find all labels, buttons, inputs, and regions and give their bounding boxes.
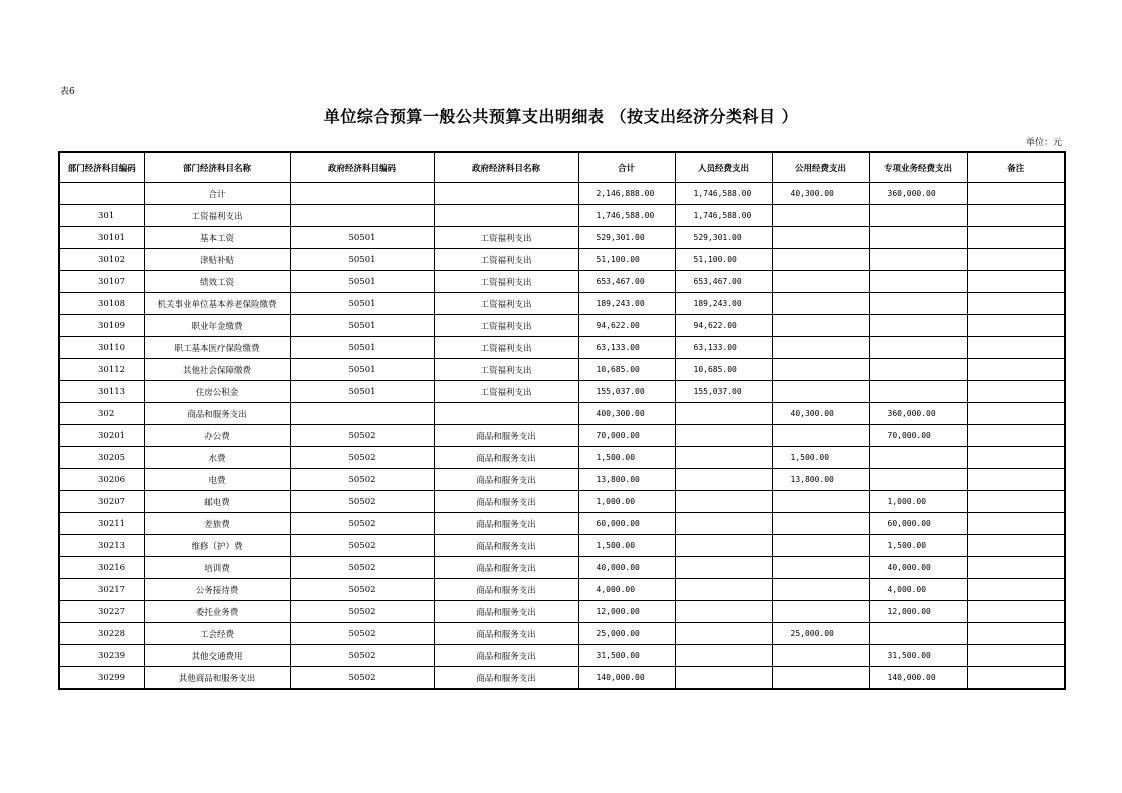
table-row [59,249,1065,271]
header-special: 专项业务经费支出 [869,152,967,183]
cell-special [869,469,967,491]
cell-total: 529,301.00 [578,227,675,249]
table-row [59,315,1065,337]
cell-public [772,249,869,271]
cell-personnel [675,447,772,469]
cell-gov-code: 50502 [290,447,434,469]
cell-dept-code: 30207 [59,491,144,513]
cell-gov-code: 50501 [290,381,434,403]
cell-gov-code: 50502 [290,667,434,690]
cell-gov-code: 50502 [290,491,434,513]
cell-note [967,293,1065,315]
cell-note [967,249,1065,271]
cell-personnel [675,645,772,667]
cell-note [967,183,1065,205]
cell-dept-name: 公务接待费 [144,579,290,601]
cell-gov-name: 工资福利支出 [434,381,578,403]
cell-total: 1,500.00 [578,535,675,557]
cell-total: 13,800.00 [578,469,675,491]
cell-dept-code: 30299 [59,667,144,690]
cell-gov-name [434,205,578,227]
cell-special: 40,000.00 [869,557,967,579]
cell-dept-code: 301 [59,205,144,227]
cell-public [772,205,869,227]
header-dept-name: 部门经济科目名称 [144,152,290,183]
cell-total: 51,100.00 [578,249,675,271]
cell-total: 60,000.00 [578,513,675,535]
cell-personnel [675,601,772,623]
cell-gov-code: 50501 [290,271,434,293]
cell-special [869,359,967,381]
cell-personnel [675,667,772,690]
cell-total: 189,243.00 [578,293,675,315]
cell-gov-name: 商品和服务支出 [434,645,578,667]
cell-total: 25,000.00 [578,623,675,645]
cell-dept-code: 30102 [59,249,144,271]
cell-gov-code: 50501 [290,359,434,381]
cell-note [967,425,1065,447]
cell-gov-name: 工资福利支出 [434,359,578,381]
cell-dept-name: 邮电费 [144,491,290,513]
cell-dept-name: 合计 [144,183,290,205]
cell-public [772,557,869,579]
cell-special [869,381,967,403]
cell-dept-name: 工会经费 [144,623,290,645]
cell-gov-name: 商品和服务支出 [434,469,578,491]
cell-note [967,271,1065,293]
cell-dept-code: 302 [59,403,144,425]
cell-personnel [675,491,772,513]
cell-total: 1,500.00 [578,447,675,469]
cell-note [967,403,1065,425]
cell-public: 40,300.00 [772,183,869,205]
cell-special [869,205,967,227]
cell-personnel [675,469,772,491]
cell-gov-name: 工资福利支出 [434,293,578,315]
cell-dept-code: 30239 [59,645,144,667]
cell-personnel [675,557,772,579]
cell-public [772,359,869,381]
cell-dept-code: 30228 [59,623,144,645]
cell-note [967,205,1065,227]
cell-total: 40,000.00 [578,557,675,579]
table-row [59,293,1065,315]
header-total: 合计 [578,152,675,183]
cell-total: 140,000.00 [578,667,675,690]
cell-special: 70,000.00 [869,425,967,447]
cell-gov-code: 50502 [290,579,434,601]
cell-dept-code [59,183,144,205]
cell-note [967,623,1065,645]
header-dept-code: 部门经济科目编码 [59,152,144,183]
cell-gov-name: 商品和服务支出 [434,447,578,469]
cell-note [967,381,1065,403]
cell-dept-code: 30201 [59,425,144,447]
cell-public [772,381,869,403]
cell-gov-code: 50502 [290,623,434,645]
cell-note [967,337,1065,359]
cell-dept-name: 差旅费 [144,513,290,535]
header-gov-name: 政府经济科目名称 [434,152,578,183]
cell-total: 1,746,588.00 [578,205,675,227]
cell-public [772,315,869,337]
cell-note [967,469,1065,491]
cell-gov-name: 商品和服务支出 [434,513,578,535]
cell-personnel: 1,746,588.00 [675,183,772,205]
cell-special: 31,500.00 [869,645,967,667]
cell-personnel [675,623,772,645]
cell-gov-code: 50502 [290,557,434,579]
cell-note [967,491,1065,513]
table-row [59,535,1065,557]
cell-public [772,601,869,623]
table-header-row [59,152,1065,183]
table-row [59,667,1065,690]
cell-gov-name: 商品和服务支出 [434,425,578,447]
cell-total: 70,000.00 [578,425,675,447]
cell-gov-name: 商品和服务支出 [434,623,578,645]
cell-gov-code [290,183,434,205]
cell-gov-code: 50501 [290,337,434,359]
cell-dept-name: 津贴补贴 [144,249,290,271]
cell-public [772,271,869,293]
cell-public [772,645,869,667]
cell-note [967,601,1065,623]
cell-note [967,359,1065,381]
cell-special [869,337,967,359]
cell-total: 63,133.00 [578,337,675,359]
cell-dept-name: 基本工资 [144,227,290,249]
table-body [59,183,1065,690]
table-row [59,579,1065,601]
cell-dept-name: 其他商品和服务支出 [144,667,290,690]
table-row [59,183,1065,205]
cell-note [967,447,1065,469]
cell-gov-name: 商品和服务支出 [434,601,578,623]
cell-dept-name: 培训费 [144,557,290,579]
cell-gov-code: 50501 [290,249,434,271]
cell-dept-name: 商品和服务支出 [144,403,290,425]
table-row [59,271,1065,293]
cell-dept-code: 30108 [59,293,144,315]
cell-gov-code: 50501 [290,315,434,337]
cell-gov-name: 商品和服务支出 [434,579,578,601]
cell-gov-name: 工资福利支出 [434,337,578,359]
cell-public [772,293,869,315]
cell-personnel [675,403,772,425]
cell-personnel: 51,100.00 [675,249,772,271]
cell-dept-name: 其他交通费用 [144,645,290,667]
cell-dept-code: 30107 [59,271,144,293]
table-row [59,447,1065,469]
cell-gov-code: 50502 [290,469,434,491]
cell-note [967,645,1065,667]
cell-personnel: 653,467.00 [675,271,772,293]
cell-dept-code: 30101 [59,227,144,249]
cell-dept-name: 机关事业单位基本养老保险缴费 [144,293,290,315]
table-row [59,381,1065,403]
cell-public: 13,800.00 [772,469,869,491]
cell-public [772,337,869,359]
cell-dept-code: 30217 [59,579,144,601]
cell-gov-code [290,403,434,425]
cell-personnel: 1,746,588.00 [675,205,772,227]
cell-public: 1,500.00 [772,447,869,469]
header-note: 备注 [967,152,1065,183]
cell-dept-code: 30110 [59,337,144,359]
cell-dept-name: 维修（护）费 [144,535,290,557]
table-row [59,557,1065,579]
cell-note [967,535,1065,557]
cell-special [869,315,967,337]
cell-special: 4,000.00 [869,579,967,601]
cell-dept-name: 委托业务费 [144,601,290,623]
cell-total: 12,000.00 [578,601,675,623]
cell-personnel [675,535,772,557]
cell-dept-name: 办公费 [144,425,290,447]
cell-dept-name: 职业年金缴费 [144,315,290,337]
cell-gov-name: 工资福利支出 [434,271,578,293]
cell-gov-name [434,403,578,425]
cell-special [869,249,967,271]
cell-special: 12,000.00 [869,601,967,623]
cell-public: 40,300.00 [772,403,869,425]
header-public: 公用经费支出 [772,152,869,183]
cell-dept-name: 其他社会保障缴费 [144,359,290,381]
cell-gov-code: 50502 [290,513,434,535]
cell-total: 2,146,888.00 [578,183,675,205]
cell-note [967,513,1065,535]
table-number: 表6 [60,87,75,97]
cell-gov-name: 商品和服务支出 [434,535,578,557]
cell-personnel: 63,133.00 [675,337,772,359]
cell-gov-name: 商品和服务支出 [434,557,578,579]
cell-special: 1,000.00 [869,491,967,513]
cell-gov-code: 50502 [290,645,434,667]
cell-dept-name: 水费 [144,447,290,469]
cell-special: 1,500.00 [869,535,967,557]
header-personnel: 人员经费支出 [675,152,772,183]
cell-special: 360,000.00 [869,183,967,205]
cell-note [967,315,1065,337]
cell-special [869,227,967,249]
cell-personnel: 10,685.00 [675,359,772,381]
cell-gov-name: 商品和服务支出 [434,491,578,513]
table-row [59,513,1065,535]
cell-gov-code: 50502 [290,601,434,623]
cell-total: 31,500.00 [578,645,675,667]
cell-gov-code: 50502 [290,425,434,447]
cell-personnel [675,425,772,447]
cell-dept-name: 电费 [144,469,290,491]
cell-special [869,623,967,645]
cell-public [772,579,869,601]
cell-personnel: 189,243.00 [675,293,772,315]
table-row [59,227,1065,249]
cell-gov-code: 50501 [290,227,434,249]
cell-note [967,227,1065,249]
cell-public [772,491,869,513]
page-title: 单位综合预算一般公共预算支出明细表 （按支出经济分类科目 ） [323,107,799,126]
cell-special: 60,000.00 [869,513,967,535]
cell-dept-code: 30112 [59,359,144,381]
cell-dept-code: 30109 [59,315,144,337]
cell-personnel: 94,622.00 [675,315,772,337]
cell-total: 4,000.00 [578,579,675,601]
cell-personnel [675,513,772,535]
cell-public: 25,000.00 [772,623,869,645]
cell-public [772,425,869,447]
budget-detail-table [58,151,1066,690]
cell-gov-name: 商品和服务支出 [434,667,578,690]
cell-dept-code: 30113 [59,381,144,403]
cell-public [772,227,869,249]
table-row [59,491,1065,513]
cell-total: 400,300.00 [578,403,675,425]
cell-dept-code: 30216 [59,557,144,579]
cell-special [869,293,967,315]
cell-personnel [675,579,772,601]
cell-special [869,271,967,293]
cell-note [967,557,1065,579]
cell-dept-name: 住房公积金 [144,381,290,403]
cell-total: 653,467.00 [578,271,675,293]
header-gov-code: 政府经济科目编码 [290,152,434,183]
cell-gov-name [434,183,578,205]
unit-label: 单位：元 [1025,138,1062,148]
table-row [59,337,1065,359]
cell-personnel: 529,301.00 [675,227,772,249]
cell-special: 140,000.00 [869,667,967,690]
table-row [59,623,1065,645]
cell-gov-code: 50501 [290,293,434,315]
cell-note [967,667,1065,690]
table-row [59,205,1065,227]
cell-total: 1,000.00 [578,491,675,513]
cell-gov-code: 50502 [290,535,434,557]
table-row [59,403,1065,425]
table-row [59,645,1065,667]
cell-gov-code [290,205,434,227]
cell-dept-code: 30206 [59,469,144,491]
cell-personnel: 155,037.00 [675,381,772,403]
cell-dept-code: 30211 [59,513,144,535]
cell-public [772,667,869,690]
cell-public [772,535,869,557]
cell-gov-name: 工资福利支出 [434,249,578,271]
cell-dept-code: 30205 [59,447,144,469]
cell-dept-name: 绩效工资 [144,271,290,293]
cell-dept-code: 30213 [59,535,144,557]
table-row [59,469,1065,491]
table-row [59,425,1065,447]
cell-public [772,513,869,535]
table-row [59,359,1065,381]
cell-total: 155,037.00 [578,381,675,403]
cell-gov-name: 工资福利支出 [434,227,578,249]
cell-total: 10,685.00 [578,359,675,381]
cell-dept-name: 职工基本医疗保险缴费 [144,337,290,359]
cell-special: 360,000.00 [869,403,967,425]
cell-dept-name: 工资福利支出 [144,205,290,227]
cell-note [967,579,1065,601]
cell-total: 94,622.00 [578,315,675,337]
cell-gov-name: 工资福利支出 [434,315,578,337]
table-row [59,601,1065,623]
cell-dept-code: 30227 [59,601,144,623]
cell-special [869,447,967,469]
